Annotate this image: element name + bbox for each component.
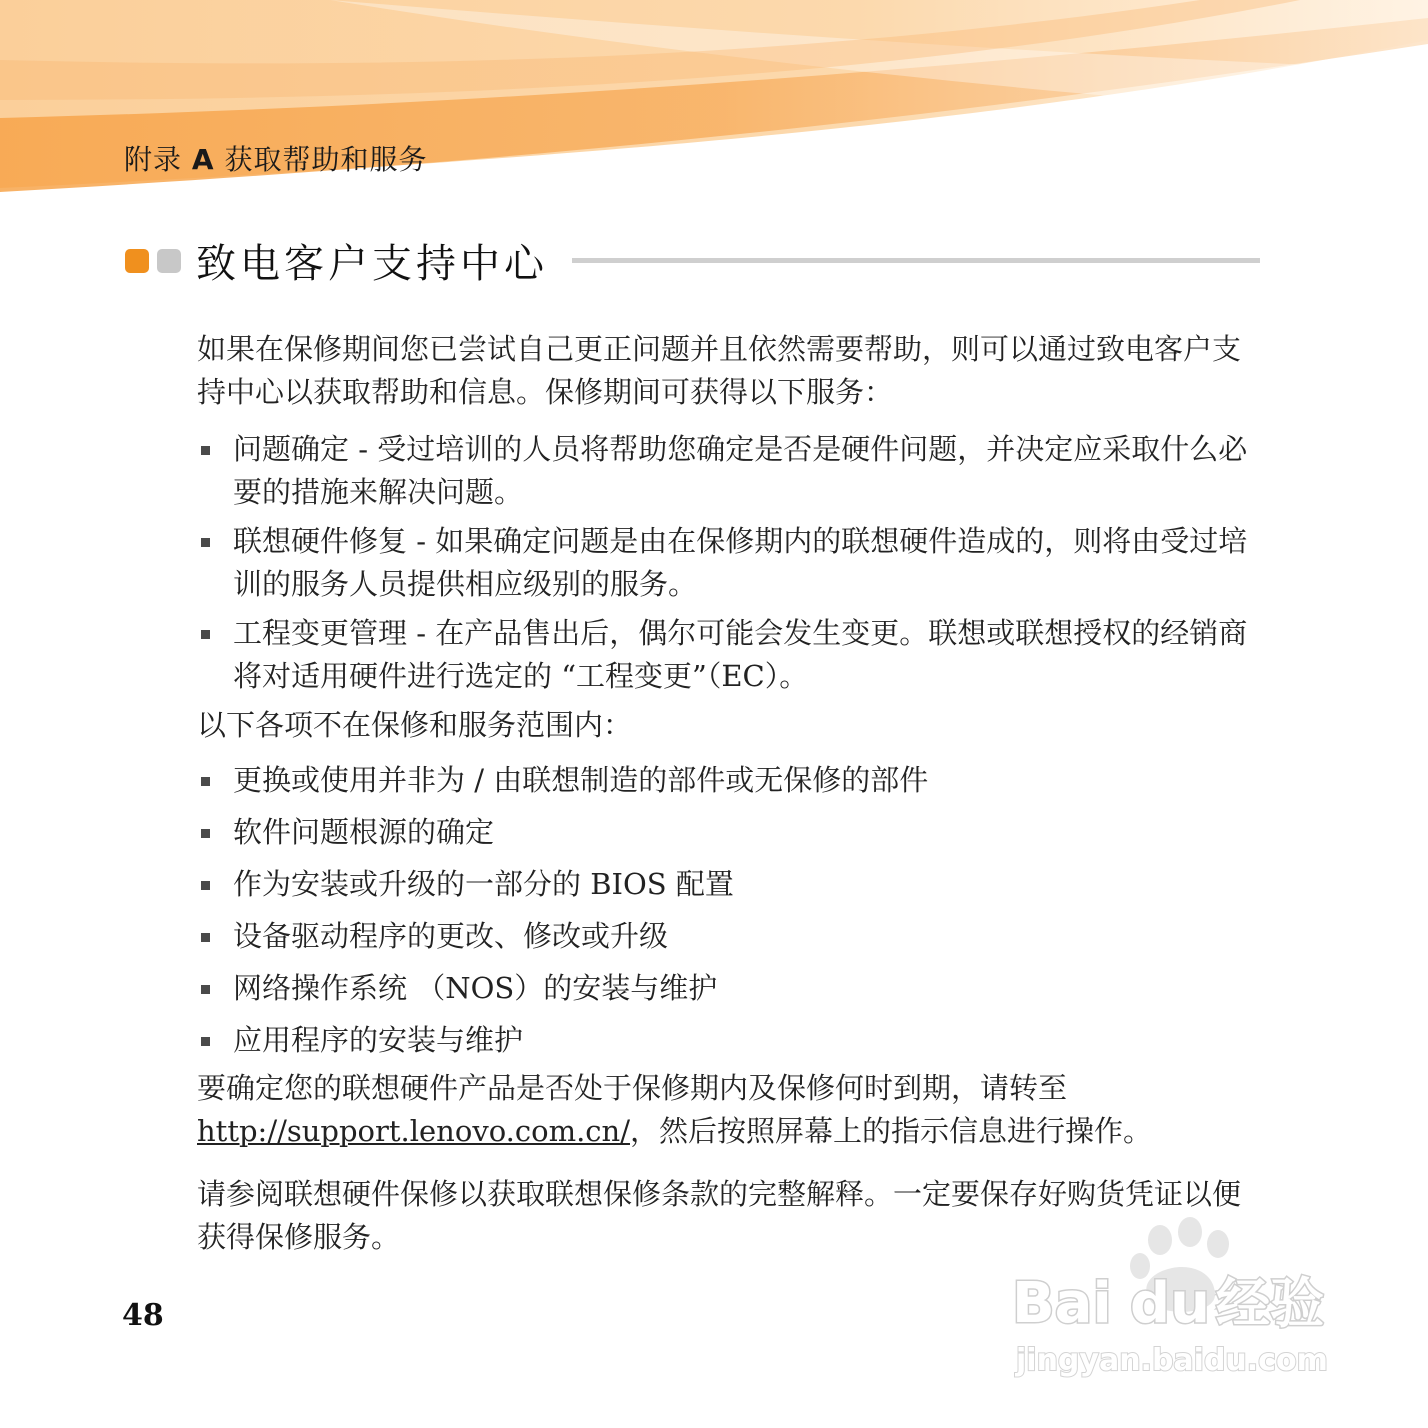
list-item-text: 工程变更管理 - 在产品售出后，偶尔可能会发生变更。联想或联想授权的经销商将对适用硬件进行选定的 “工程变更”（EC）。 xyxy=(233,616,1248,693)
bullet-icon xyxy=(201,446,210,455)
warranty-check-paragraph xyxy=(197,1067,1257,1153)
list-item xyxy=(197,863,1257,906)
title-divider xyxy=(572,258,1260,263)
baidu-brand-du: du xyxy=(1130,1271,1210,1336)
intro-paragraph: 如果在保修期间您已尝试自己更正问题并且依然需要帮助，则可以通过致电客户支持中心以获取帮助和信息。保修期间可获得以下服务： xyxy=(197,332,1242,409)
chapter-title: 获取帮助和服务 xyxy=(224,143,428,176)
list-item xyxy=(197,967,1257,1010)
closing-paragraph: 请参阅联想硬件保修以获取联想保修条款的完整解释。一定要保存好购货凭证以便获得保修服务。 xyxy=(197,1177,1242,1254)
check-suffix: ，然后按照屏幕上的指示信息进行操作。 xyxy=(629,1114,1152,1148)
baidu-url: jingyan.baidu.com xyxy=(1016,1343,1328,1378)
list-item xyxy=(197,428,1257,514)
chapter-letter: A xyxy=(191,143,215,176)
baidu-watermark xyxy=(1010,1210,1350,1380)
list-item xyxy=(197,811,1257,854)
page-number: 48 xyxy=(122,1298,164,1333)
list-item-text: 网络操作系统 （NOS）的安装与维护 xyxy=(233,971,718,1005)
list-item-text: 软件问题根源的确定 xyxy=(233,815,495,849)
baidu-brand-cn: 经验 xyxy=(1216,1272,1324,1335)
exclusions-list xyxy=(197,759,1257,1062)
list-item-text: 应用程序的安装与维护 xyxy=(233,1023,524,1057)
bullet-icon xyxy=(201,881,210,890)
list-item xyxy=(197,612,1257,698)
list-item xyxy=(197,915,1257,958)
exclusions-lead: 以下各项不在保修和服务范围内： xyxy=(197,708,633,742)
bullet-icon xyxy=(201,985,210,994)
orange-square-icon xyxy=(125,249,149,273)
list-item xyxy=(197,759,1257,802)
baidu-brand: Bai xyxy=(1012,1271,1112,1336)
bullet-icon xyxy=(201,1037,210,1046)
bullet-icon xyxy=(201,630,210,639)
list-item-text: 作为安装或升级的一部分的 BIOS 配置 xyxy=(233,867,734,901)
list-item-text: 更换或使用并非为 / 由联想制造的部件或无保修的部件 xyxy=(233,763,929,797)
list-item-text: 联想硬件修复 - 如果确定问题是由在保修期内的联想硬件造成的，则将由受过培训的服务人员提供相应级别的服务。 xyxy=(233,524,1248,601)
list-item-text: 设备驱动程序的更改、修改或升级 xyxy=(233,919,669,953)
list-item xyxy=(197,520,1257,606)
list-item-text: 问题确定 - 受过培训的人员将帮助您确定是否是硬件问题，并决定应采取什么必要的措施来解决问题。 xyxy=(233,432,1248,509)
body-content xyxy=(197,328,1257,1259)
services-list xyxy=(197,428,1257,698)
chapter-header xyxy=(124,138,428,178)
check-prefix: 要确定您的联想硬件产品是否处于保修期内及保修何时到期，请转至 xyxy=(197,1071,1068,1105)
gray-square-icon xyxy=(157,249,181,273)
list-item xyxy=(197,1019,1257,1062)
bullet-icon xyxy=(201,777,210,786)
bullet-icon xyxy=(201,933,210,942)
support-link[interactable]: http://support.lenovo.com.cn/ xyxy=(197,1114,630,1148)
bullet-icon xyxy=(201,538,210,547)
section-title: 致电客户支持中心 xyxy=(196,241,548,287)
chapter-prefix: 附录 xyxy=(124,143,183,176)
bullet-icon xyxy=(201,829,210,838)
